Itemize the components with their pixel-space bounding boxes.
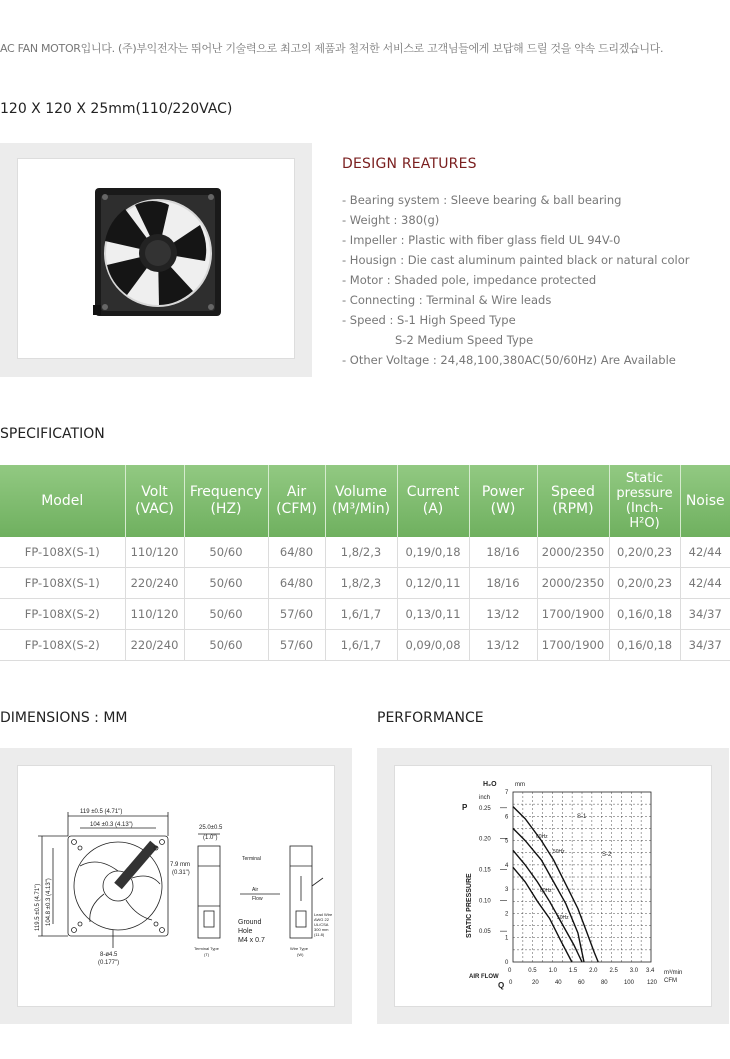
dim-terminal-type: Terminal Type (194, 946, 219, 951)
dim-side: 25.0±0.5 (199, 825, 223, 831)
perf-x-tick-m3: 3.4 (646, 968, 655, 974)
cell-volume: 1,6/1,7 (325, 599, 397, 630)
perf-x-tick-cfm: 20 (531, 980, 539, 986)
cell-model: FP-108X(S-1) (0, 537, 125, 568)
dim-height-outer: 119.5 ±0.5 (4.71") (35, 883, 41, 931)
cell-noise: 42/44 (680, 537, 730, 568)
perf-y-tick-inch: 0.05 (479, 929, 491, 936)
perf-h2o-label: H₂O (483, 781, 497, 788)
perf-y-tick-mm: 5 (505, 838, 509, 845)
dim-flow-note: Flow (252, 896, 263, 902)
cell-speed: 1700/1900 (537, 599, 609, 630)
cell-volt: 110/120 (125, 537, 184, 568)
cell-frequency: 50/60 (184, 568, 268, 599)
cell-model: FP-108X(S-2) (0, 630, 125, 661)
header-noise: Noise (680, 465, 730, 537)
cell-model: FP-108X(S-2) (0, 599, 125, 630)
dim-terminal-note: Terminal (242, 856, 261, 862)
cell-model: FP-108X(S-1) (0, 568, 125, 599)
perf-y-tick-inch: 0.15 (479, 867, 491, 874)
dim-wire-w: (W) (297, 952, 304, 957)
perf-y-tick-mm: 0 (505, 960, 509, 966)
cell-noise: 42/44 (680, 568, 730, 599)
perf-mm-label: mm (515, 782, 525, 788)
dim-ground-3: M4 x 0.7 (238, 937, 265, 944)
dimensions-frame (0, 748, 352, 1024)
product-photo-frame (0, 143, 312, 377)
cell-power: 13/12 (469, 599, 537, 630)
cell-static-pressure: 0,20/0,23 (609, 537, 680, 568)
header-volt: Volt (VAC) (125, 465, 184, 537)
dim-terminal-t: (T) (204, 952, 210, 957)
cell-noise: 34/37 (680, 599, 730, 630)
header-air: Air (CFM) (268, 465, 325, 537)
perf-y-tick-inch: 0.10 (479, 898, 491, 905)
perf-x-tick-m3: 3.0 (629, 968, 639, 974)
perf-60hz-a: 60Hz (536, 834, 548, 840)
dim-hole: 8-ø4.5 (100, 952, 118, 958)
perf-x-tick-cfm: 40 (554, 980, 562, 986)
table-header-row (0, 465, 730, 537)
cell-speed: 2000/2350 (537, 537, 609, 568)
dim-lead-3: UL/CSA (314, 922, 329, 927)
cell-frequency: 50/60 (184, 537, 268, 568)
dim-hole-in: (0.177") (98, 960, 120, 966)
perf-x-tick-cfm: 80 (600, 980, 608, 986)
dim-ground-1: Ground (238, 919, 262, 926)
cell-static-pressure: 0,16/0,18 (609, 599, 680, 630)
perf-50hz-a: 50Hz (553, 849, 565, 855)
feature-bearing: - Bearing system : Sleeve bearing & ball bearing (342, 193, 622, 207)
performance-frame (377, 748, 729, 1024)
dim-wire-type: Wire Type (290, 946, 308, 951)
perf-s2-label: S-2 (602, 852, 612, 858)
feature-other-voltage: - Other Voltage : 24,48,100,380AC(50/60Hz) Are Available (342, 353, 676, 367)
cell-volt: 110/120 (125, 599, 184, 630)
cell-volume: 1,8/2,3 (325, 537, 397, 568)
fan-photo-image (18, 159, 294, 358)
cell-frequency: 50/60 (184, 630, 268, 661)
cell-air: 57/60 (268, 630, 325, 661)
perf-y-tick-mm: 7 (505, 790, 509, 796)
perf-y-tick-mm: 1 (505, 935, 509, 942)
perf-y-axis-label: STATIC PRESSURE (466, 873, 473, 938)
dim-lead-2: AWG 22 (314, 917, 329, 922)
feature-impeller: - Impeller : Plastic with fiber glass field UL 94V-0 (342, 233, 621, 247)
header-speed: Speed (RPM) (537, 465, 609, 537)
dim-lead-1: Lead Wire (314, 912, 333, 917)
table-row (0, 537, 730, 568)
perf-s1-label: S-1 (577, 814, 587, 820)
perf-50hz-b: 50Hz (557, 915, 569, 921)
feature-housing: - Housign : Die cast aluminum painted black or natural color (342, 253, 690, 267)
perf-x-tick-cfm: 0 (509, 980, 513, 986)
perf-x-tick-m3: 2.0 (589, 968, 598, 974)
dimensions-title: DIMENSIONS : MM (0, 710, 128, 726)
dim-depth-in: (0.31") (172, 870, 190, 876)
cell-speed: 1700/1900 (537, 630, 609, 661)
table-row (0, 568, 730, 599)
dim-ground-2: Hole (238, 928, 253, 935)
perf-x-tick-m3: 0.5 (528, 968, 537, 974)
cell-volume: 1,8/2,3 (325, 568, 397, 599)
cell-noise: 34/37 (680, 630, 730, 661)
feature-motor: - Motor : Shaded pole, impedance protected (342, 273, 597, 287)
dim-width-inner: 104 ±0.3 (4.13") (90, 822, 133, 828)
cell-speed: 2000/2350 (537, 568, 609, 599)
feature-connecting: - Connecting : Terminal & Wire leads (342, 293, 552, 307)
dim-height-inner: 104.8 ±0.3 (4.13") (46, 878, 52, 926)
perf-x-tick-m3: 1.5 (568, 968, 578, 974)
perf-x-axis-label: AIR FLOW (469, 974, 499, 980)
perf-series-line (513, 828, 584, 962)
cell-current: 0,09/0,08 (397, 630, 469, 661)
header-volume: Volume (M³/Min) (325, 465, 397, 537)
perf-x-tick-m3: 2.5 (609, 968, 618, 974)
perf-series-line (513, 850, 582, 962)
dim-air-note: Air (252, 887, 259, 893)
header-model: Model (0, 465, 125, 537)
dim-lead-5: (11.8) (314, 932, 325, 937)
dimension-drawing-svg (18, 766, 334, 1006)
specification-table (0, 465, 730, 661)
perf-x-tick-cfm: 100 (623, 980, 634, 986)
cell-volt: 220/240 (125, 630, 184, 661)
dim-lead-4: 300 mm (314, 927, 329, 932)
dim-depth: 7.9 mm (170, 862, 191, 868)
cell-current: 0,12/0,11 (397, 568, 469, 599)
cell-current: 0,19/0,18 (397, 537, 469, 568)
cell-air: 64/80 (268, 537, 325, 568)
specification-title: SPECIFICATION (0, 426, 105, 442)
perf-x-tick-m3: 1.0 (548, 968, 557, 974)
perf-y-tick-mm: 3 (505, 887, 509, 894)
dim-side-in: (1.0") (203, 835, 218, 841)
cell-air: 57/60 (268, 599, 325, 630)
performance-chart-svg (395, 766, 711, 1006)
feature-weight: - Weight : 380(g) (342, 213, 440, 227)
cell-power: 13/12 (469, 630, 537, 661)
cell-static-pressure: 0,20/0,23 (609, 568, 680, 599)
perf-y-tick-mm: 2 (505, 911, 509, 918)
header-frequency: Frequency (HZ) (184, 465, 268, 537)
cell-frequency: 50/60 (184, 599, 268, 630)
perf-y-tick-inch: 0.20 (479, 836, 491, 843)
performance-title: PERFORMANCE (377, 710, 484, 726)
perf-p-label: P (462, 803, 468, 812)
perf-unit-cfm: CFM (664, 978, 677, 984)
model-title: 120 X 120 X 25mm(110/220VAC) (0, 101, 233, 117)
feature-speed: - Speed : S-1 High Speed Type (342, 313, 516, 327)
design-features-list (342, 192, 689, 372)
intro-text: AC FAN MOTOR입니다. (주)부익전자는 뛰어난 기술력으로 최고의 제품과 철저한 서비스로 고객님들에게 보답해 드릴 것을 약속 드리겠습니다. (0, 42, 664, 55)
cell-power: 18/16 (469, 568, 537, 599)
performance-chart (394, 765, 712, 1007)
table-row (0, 599, 730, 630)
design-features-title: DESIGN REATURES (342, 156, 477, 172)
product-photo (17, 158, 295, 359)
cell-air: 64/80 (268, 568, 325, 599)
feature-speed-s2: S-2 Medium Speed Type (395, 333, 534, 347)
perf-x-tick-m3: 0 (508, 968, 512, 974)
dim-width-outer: 119 ±0.5 (4.71") (80, 809, 123, 815)
cell-static-pressure: 0,16/0,18 (609, 630, 680, 661)
header-static-pressure: Static pressure (Inch- H²O) (609, 465, 680, 537)
perf-y-tick-inch: 0.25 (479, 805, 491, 812)
perf-60hz-b: 60Hz (540, 888, 552, 894)
cell-volt: 220/240 (125, 568, 184, 599)
perf-y-tick-mm: 4 (505, 862, 509, 869)
perf-x-tick-cfm: 60 (577, 980, 585, 986)
cell-volume: 1,6/1,7 (325, 630, 397, 661)
cell-current: 0,13/0,11 (397, 599, 469, 630)
perf-y-tick-mm: 6 (505, 814, 509, 821)
header-power: Power (W) (469, 465, 537, 537)
perf-unit-m3: m³/min (664, 970, 683, 976)
perf-inch-label: inch (479, 795, 491, 801)
perf-q-label: Q (498, 981, 505, 990)
header-current: Current (A) (397, 465, 469, 537)
table-row (0, 630, 730, 661)
perf-x-tick-cfm: 120 (646, 980, 657, 986)
dimensions-drawing (17, 765, 335, 1007)
cell-power: 18/16 (469, 537, 537, 568)
